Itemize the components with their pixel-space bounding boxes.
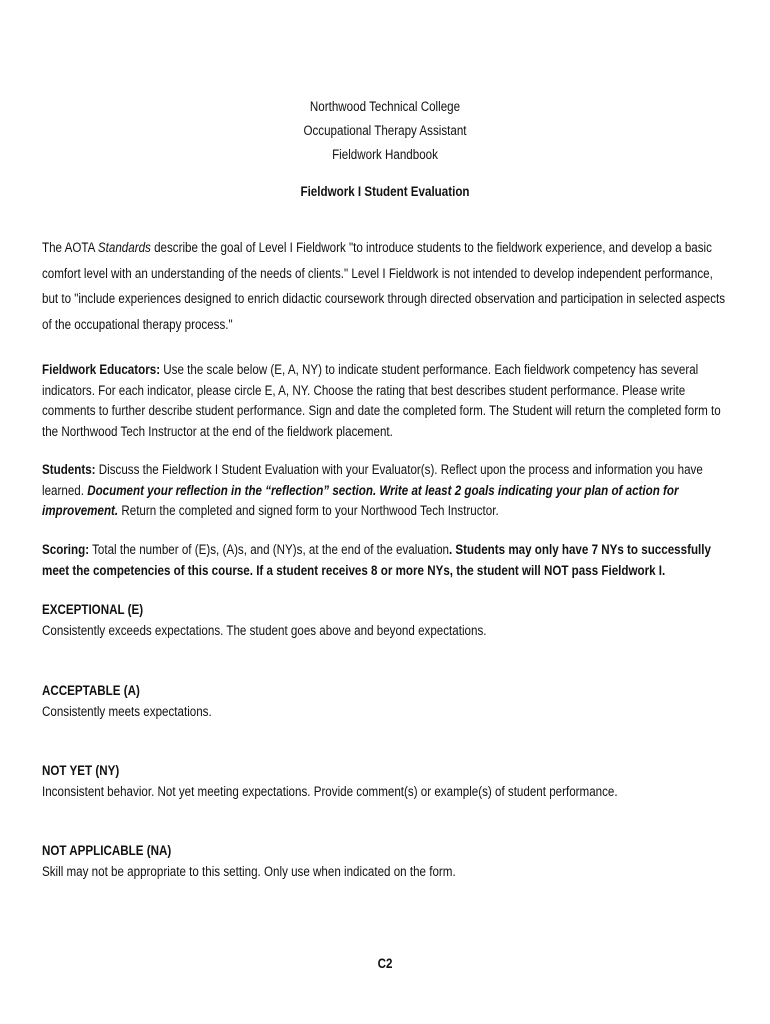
intro-text-rest: describe the goal of Level I Fieldwork "to introduce students to the fieldwork experience, and develop a basic comfort level with an understanding of the needs of clients." Level I Fieldwork is not intended to develop independent performance, but to "include experiences designed to enrich didactic coursework through directed observation and participation in selected aspects of the occupational therapy process." bbox=[42, 240, 726, 332]
program-name: Occupational Therapy Assistant bbox=[303, 123, 467, 138]
scale-not-applicable bbox=[42, 841, 726, 882]
scale-heading: NOT YET (NY) bbox=[42, 763, 120, 778]
intro-paragraph bbox=[42, 235, 726, 337]
college-name: Northwood Technical College bbox=[309, 99, 461, 114]
educators-text: Use the scale below (E, A, NY) to indicate student performance. Each fieldwork competency has several indicators. For each indicator, please circle E, A, NY. Choose the rating that best describes student performance. Please write comments to further describe student performance. Sign and date the completed form. The Student will return the completed form to the Northwood Tech Instructor at the end of the fieldwork placement. bbox=[42, 362, 721, 439]
educators-paragraph bbox=[42, 360, 726, 442]
scale-heading: NOT APPLICABLE (NA) bbox=[42, 843, 172, 858]
scale-description: Consistently exceeds expectations. The student goes above and beyond expectations. bbox=[42, 622, 487, 638]
page-number: C2 bbox=[377, 956, 393, 971]
document-header bbox=[54, 95, 716, 167]
scoring-label: Scoring: bbox=[42, 542, 90, 557]
scale-heading: EXCEPTIONAL (E) bbox=[42, 602, 144, 617]
scoring-bold-text: . Students may only have 7 NYs to successfully meet the competencies of this course. If a student receives 8 or more NYs, the student will NOT pass Fieldwork I. bbox=[42, 542, 711, 578]
intro-standards-italic: Standards bbox=[97, 240, 151, 255]
handbook-name: Fieldwork Handbook bbox=[332, 147, 438, 162]
students-text: Discuss the Fieldwork I Student Evaluation with your Evaluator(s). Reflect upon the process and information you have learned. bbox=[42, 462, 703, 498]
scale-description: Skill may not be appropriate to this setting. Only use when indicated on the form. bbox=[42, 863, 456, 879]
scale-description: Inconsistent behavior. Not yet meeting expectations. Provide comment(s) or example(s) of student performance. bbox=[42, 783, 618, 799]
scale-description: Consistently meets expectations. bbox=[42, 703, 212, 719]
intro-text-start: The AOTA bbox=[42, 240, 98, 255]
students-label: Students: bbox=[42, 462, 96, 477]
students-emphasis: Document your reflection in the “reflection” section. Write at least 2 goals indicating your plan of action for improvement. bbox=[42, 482, 679, 518]
scoring-paragraph bbox=[42, 540, 726, 581]
students-text-end: Return the completed and signed form to your Northwood Tech Instructor. bbox=[118, 503, 499, 518]
scoring-text: Total the number of (E)s, (A)s, and (NY)s, at the end of the evaluation bbox=[89, 542, 449, 557]
educators-label: Fieldwork Educators: bbox=[42, 362, 161, 377]
scale-acceptable bbox=[42, 681, 726, 722]
scale-heading: ACCEPTABLE (A) bbox=[42, 683, 140, 698]
document-title: Fieldwork I Student Evaluation bbox=[300, 184, 470, 199]
students-paragraph bbox=[42, 460, 726, 522]
scale-exceptional bbox=[42, 600, 726, 641]
scale-not-yet bbox=[42, 761, 726, 802]
